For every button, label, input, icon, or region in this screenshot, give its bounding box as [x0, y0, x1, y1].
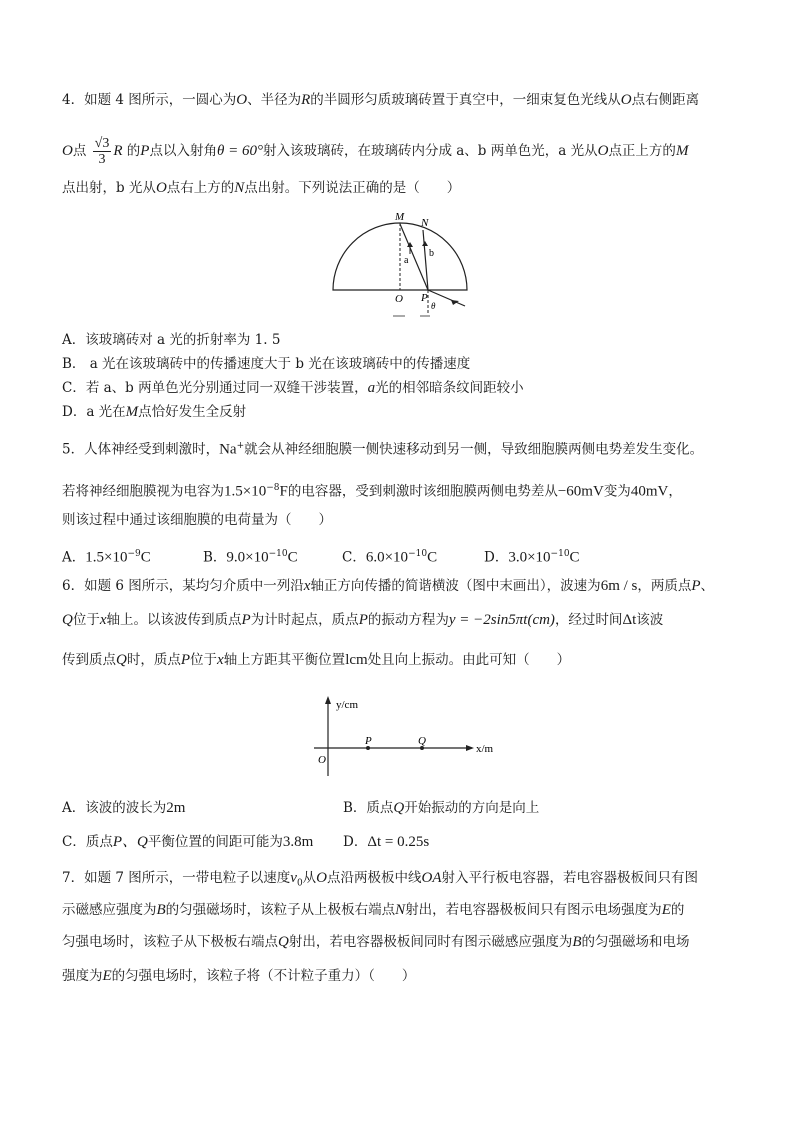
- q6-option-d: D．Δt = 0.25s: [343, 834, 430, 850]
- label-theta: θ: [431, 301, 436, 311]
- q7-line-4: 强度为E的匀强电场时，该粒子将（不计粒子重力）（ ）: [62, 968, 416, 984]
- label-a: a: [404, 255, 409, 266]
- label-Q: Q: [418, 735, 426, 747]
- q5-line-3: 则该过程中通过该细胞膜的电荷量为（ ）: [62, 512, 332, 528]
- q6-option-c: C．质点P、Q平衡位置的间距可能为3.8m: [62, 834, 314, 850]
- label-P: P: [365, 735, 372, 747]
- sqrt3-over-3-fraction: $\frac{√3}{3}$: [94, 136, 110, 167]
- q7-line-3: 匀强电场时，该粒子从下极板右端点Q射出，若电容器极板间同时有图示磁感应强度为B的匀强磁场和电场: [62, 934, 690, 950]
- origin-label: O: [318, 754, 326, 766]
- q4-option-b: B． a 光在该玻璃砖中的传播速度大于 b 光在该玻璃砖中的传播速度: [62, 356, 471, 372]
- q6-line-3: 传到质点Q时，质点P位于x轴上方距其平衡位置lcm处且向上振动。由此可知（ ）: [62, 652, 571, 668]
- y-axis-label: y/cm: [336, 699, 358, 711]
- x-axis-label: x/m: [476, 743, 494, 755]
- q6-figure-axes: [310, 692, 530, 780]
- q6-option-b: B．质点Q开始振动的方向是向上: [343, 800, 540, 816]
- q7-line-1: 7．如题 7 图所示，一带电粒子以速度$v_0$从O点沿两极板中线OA射入平行板电容器，若电容器极板间只有图: [62, 870, 699, 889]
- q6-option-a: A．该波的波长为2m: [62, 800, 186, 816]
- y-axis-arrow: [325, 696, 331, 704]
- label-O: O: [395, 293, 403, 305]
- arrow-b-head: [422, 241, 428, 246]
- q6-line-1: 6．如题 6 图所示，某均匀介质中一列沿x轴正方向传播的简谐横波（图中末画出），波速为6m / s，两质点P、: [62, 578, 715, 594]
- label-M: M: [395, 211, 405, 223]
- q5-option-a: A．$1.5\times 10^{-9}C$: [62, 549, 151, 566]
- label-b: b: [429, 248, 434, 259]
- q5-option-b: B．$9.0\times 10^{-10}C$: [203, 549, 298, 566]
- q5-line-2: 若将神经细胞膜视为电容为$1.5\times 10^{-8}F$的电容器，受到刺激时该细胞膜两侧电势差从−60mV变为40mV，: [62, 483, 682, 500]
- q4-line-2: O点 $\frac{√3}{3}$ R 的P点以入射角θ = 60°射入该玻璃砖，在玻璃砖内分成 a、b 两单色光，a 光从O点正上方的M: [62, 136, 689, 167]
- q7-line-2: 示磁感应强度为B的匀强磁场时，该粒子从上极板右端点N射出，若电容器极板间只有图示电场强度为E的: [62, 902, 685, 918]
- q5-line-1: 5．人体神经受到刺激时，Na+就会从神经细胞膜一侧快速移动到另一侧，导致细胞膜两侧电势差发生变化。: [62, 441, 704, 458]
- q5-option-d: D．$3.0\times 10^{-10}C$: [484, 549, 580, 566]
- q4-option-d: D．a 光在M点恰好发生全反射: [62, 404, 247, 420]
- q6-line-2: Q位于x轴上。以该波传到质点P为计时起点，质点P的振动方程为y = −2sin5πt(cm)，经过时间Δt该波: [62, 612, 664, 628]
- label-P: P: [421, 292, 428, 304]
- q4-option-c: C．若 a、b 两单色光分别通过同一双缝干涉装置，a光的相邻暗条纹间距较小: [62, 380, 524, 396]
- q5-option-c: C．$6.0\times 10^{-10}C$: [342, 549, 438, 566]
- q4-line-1: 4．如题 4 图所示，一圆心为O、半径为R的半圆形匀质玻璃砖置于真空中，一细束复色光线从O点右侧距离: [62, 92, 700, 108]
- label-N: N: [421, 217, 429, 229]
- x-axis-arrow: [466, 745, 474, 751]
- q4-option-a: A．该玻璃砖对 a 光的折射率为 1. 5: [62, 332, 281, 348]
- q4-line-3: 点出射，b 光从O点右上方的N点出射。下列说法正确的是（ ）: [62, 180, 461, 196]
- q4-figure-semicircle-glass: [325, 210, 475, 322]
